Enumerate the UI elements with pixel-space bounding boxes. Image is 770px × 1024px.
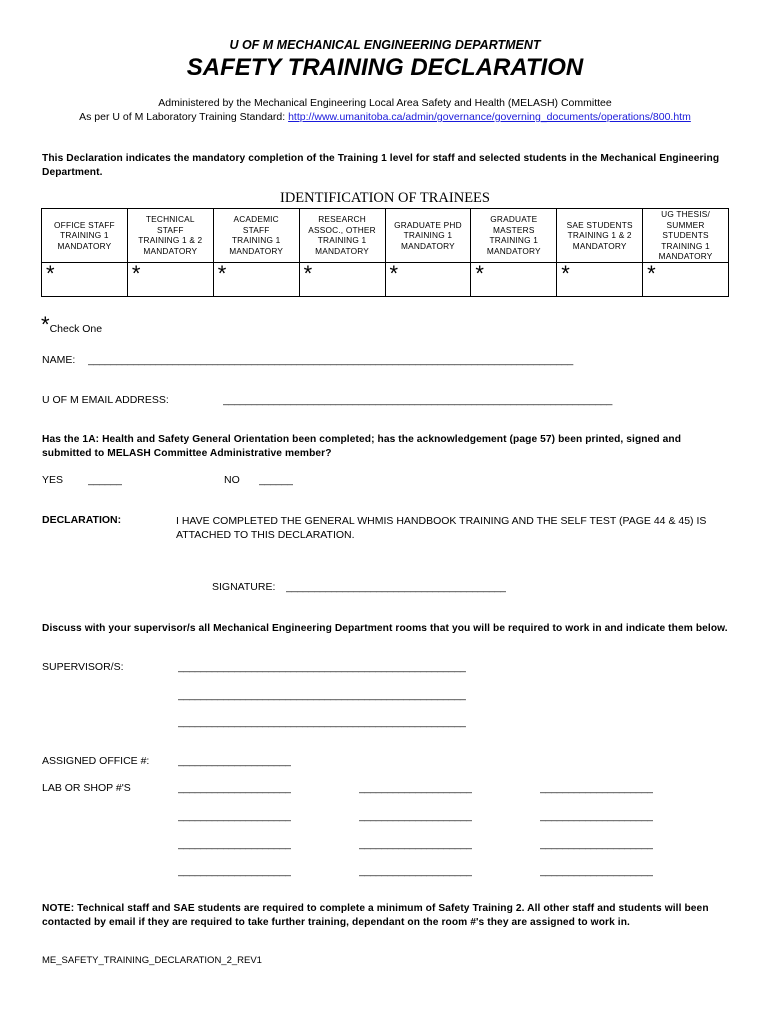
signature-field[interactable]: _______________________________________ xyxy=(286,581,506,593)
footer-doc-id: ME_SAFETY_TRAINING_DECLARATION_2_REV1 xyxy=(42,955,262,966)
declaration-text: I HAVE COMPLETED THE GENERAL WHMIS HANDBOOK TRAINING AND THE SELF TEST (PAGE 44 & 45) IS ATTACHED TO THIS DECLARATION. xyxy=(176,515,707,541)
lab-field-6[interactable]: ____________________ xyxy=(540,810,653,822)
signature-label: SIGNATURE: xyxy=(212,581,276,593)
check-research-assoc[interactable]: * xyxy=(299,262,385,296)
lab-field-4[interactable]: ____________________ xyxy=(178,810,291,822)
email-label: U OF M EMAIL ADDRESS: xyxy=(42,394,169,406)
lab-field-2[interactable]: ____________________ xyxy=(359,782,472,794)
lab-field-5[interactable]: ____________________ xyxy=(359,810,472,822)
orientation-question: Has the 1A: Health and Safety General Orientation been completed; has the acknowledgement (page 57) been printed, signed and submitted to MELASH Committee Administrative member? xyxy=(42,434,682,459)
asterisk-marker: * xyxy=(41,312,50,337)
check-graduate-phd[interactable]: * xyxy=(385,262,471,296)
assigned-office-label: ASSIGNED OFFICE #: xyxy=(42,755,150,767)
name-label: NAME: xyxy=(42,354,76,366)
yes-field[interactable]: ______ xyxy=(88,474,122,486)
trainees-table xyxy=(41,208,729,297)
trainees-checkbox-row xyxy=(42,262,729,296)
col-graduate-phd: GRADUATE PHD TRAINING 1 MANDATORY xyxy=(385,209,471,263)
email-field[interactable]: _____________________________________________________________________ xyxy=(223,394,613,406)
lab-field-9[interactable]: ____________________ xyxy=(540,838,653,850)
page-title: SAFETY TRAINING DECLARATION xyxy=(186,54,584,81)
rooms-instruction: Discuss with your supervisor/s all Mechanical Engineering Department rooms that you will be required to work in and indicate them below. xyxy=(42,623,728,634)
department-heading: U OF M MECHANICAL ENGINEERING DEPARTMENT xyxy=(229,38,541,52)
check-academic-staff[interactable]: * xyxy=(213,262,299,296)
no-field[interactable]: ______ xyxy=(259,474,293,486)
intro-paragraph: This Declaration indicates the mandatory completion of the Training 1 level for staff and selected students in the Mechanical Engineering Department. xyxy=(42,153,720,178)
note-paragraph: NOTE: Technical staff and SAE students are required to complete a minimum of Safety Training 2. All other staff and students will been contacted by email if they are required to take further training, dependant on the room #'s they are assigned to work in. xyxy=(42,903,709,928)
assigned-office-field[interactable]: ____________________ xyxy=(178,755,291,767)
check-technical-staff[interactable]: * xyxy=(127,262,213,296)
lab-field-1[interactable]: ____________________ xyxy=(178,782,291,794)
standard-link[interactable]: http://www.umanitoba.ca/admin/governance/governing_documents/operations/800.htm xyxy=(288,111,691,123)
check-office-staff[interactable]: * xyxy=(42,262,128,296)
supervisor-field-2[interactable]: ___________________________________________________ xyxy=(178,689,466,701)
supervisor-field-1[interactable]: ___________________________________________________ xyxy=(178,661,466,673)
check-graduate-masters[interactable]: * xyxy=(471,262,557,296)
yes-label: YES xyxy=(42,474,64,486)
declaration-label: DECLARATION: xyxy=(42,514,122,526)
lab-field-3[interactable]: ____________________ xyxy=(540,782,653,794)
no-label: NO xyxy=(224,474,240,486)
standard-prefix: As per U of M Laboratory Training Standard: xyxy=(79,111,289,123)
name-field[interactable]: ______________________________________________________________________________________ xyxy=(88,354,574,366)
lab-field-7[interactable]: ____________________ xyxy=(178,838,291,850)
check-sae-students[interactable]: * xyxy=(557,262,643,296)
standard-reference xyxy=(0,111,770,123)
identification-heading: IDENTIFICATION OF TRAINEES xyxy=(280,190,490,206)
col-graduate-masters: GRADUATE MASTERS TRAINING 1 MANDATORY xyxy=(471,209,557,263)
administered-by-text: Administered by the Mechanical Engineering Local Area Safety and Health (MELASH) Committee xyxy=(158,97,612,109)
col-sae-students: SAE STUDENTS TRAINING 1 & 2 MANDATORY xyxy=(557,209,643,263)
col-research-assoc: RESEARCH ASSOC., OTHER TRAINING 1 MANDATORY xyxy=(299,209,385,263)
col-technical-staff: TECHNICAL STAFF TRAINING 1 & 2 MANDATORY xyxy=(127,209,213,263)
col-office-staff: OFFICE STAFF TRAINING 1 MANDATORY xyxy=(42,209,128,263)
supervisor-field-3[interactable]: ___________________________________________________ xyxy=(178,716,466,728)
supervisor-label: SUPERVISOR/S: xyxy=(42,661,124,673)
lab-shop-label: LAB OR SHOP #'S xyxy=(42,782,131,794)
trainees-header-row xyxy=(42,209,729,263)
lab-field-8[interactable]: ____________________ xyxy=(359,838,472,850)
lab-field-12[interactable]: ____________________ xyxy=(540,865,653,877)
check-one-label: Check One xyxy=(49,323,103,335)
col-academic-staff: ACADEMIC STAFF TRAINING 1 MANDATORY xyxy=(213,209,299,263)
col-ug-thesis: UG THESIS/ SUMMER STUDENTS TRAINING 1 MANDATORY xyxy=(643,209,729,263)
check-one-note xyxy=(41,312,102,338)
lab-field-10[interactable]: ____________________ xyxy=(178,865,291,877)
check-ug-thesis[interactable]: * xyxy=(643,262,729,296)
lab-field-11[interactable]: ____________________ xyxy=(359,865,472,877)
